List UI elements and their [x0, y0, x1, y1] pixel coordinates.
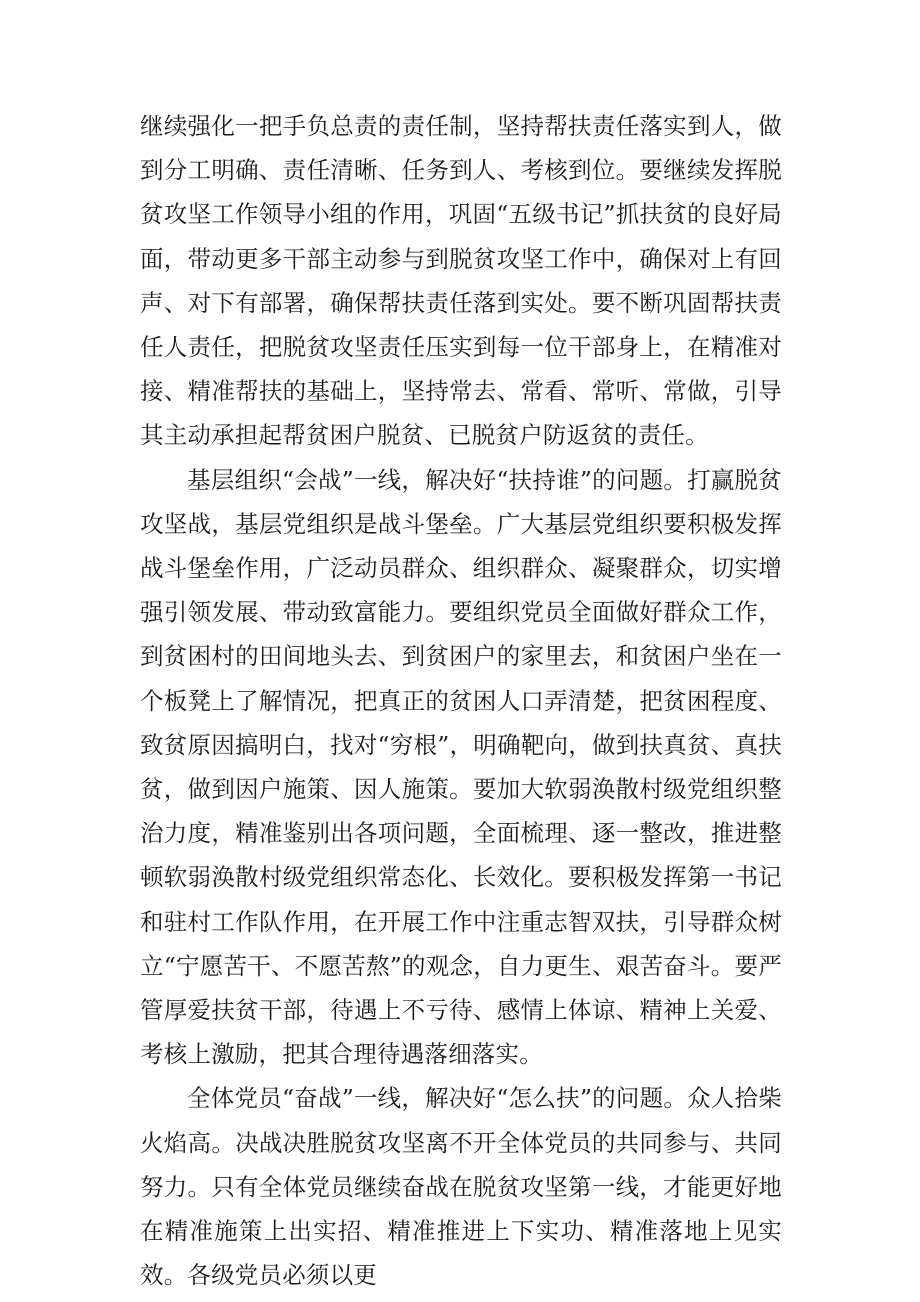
paragraph-responsibility: 继续强化一把手负总责的责任制，坚持帮扶责任落实到人，做到分工明确、责任清晰、任务到人、考核到位。要继续发挥脱贫攻坚工作领导小组的作用，巩固“五级书记”抓扶贫的良好局面，带动更多干部主动参与到脱贫攻坚工作中，确保对上有回声、对下有部署，确保帮扶责任落到实处。要不断巩固帮扶责任人责任，把脱贫攻坚责任压实到每一位干部身上，在精准对接、精准帮扶的基础上，坚持常去、常看、常听、常做，引导其主动承担起帮贫困户脱贫、已脱贫户防返贫的责任。 — [140, 112, 782, 450]
document-body — [140, 104, 782, 1297]
paragraph-grassroots-organization: 基层组织“会战”一线，解决好“扶持谁”的问题。打赢脱贫攻坚战，基层党组织是战斗堡垒。广大基层党组织要积极发挥战斗堡垒作用，广泛动员群众、组织群众、凝聚群众，切实增强引领发展、带动致富能力。要组织党员全面做好群众工作，到贫困村的田间地头去、到贫困户的家里去，和贫困户坐在一个板凳上了解情况，把真正的贫困人口弄清楚，把贫困程度、致贫原因搞明白，找对“穷根”，明确靶向，做到扶真贫、真扶贫，做到因户施策、因人施策。要加大软弱涣散村级党组织整治力度，精准鉴别出各项问题，全面梳理、逐一整改，推进整顿软弱涣散村级党组织常态化、长效化。要积极发挥第一书记和驻村工作队作用，在开展工作中注重志智双扶，引导群众树立“宁愿苦干、不愿苦熬”的观念，自力更生、艰苦奋斗。要严管厚爱扶贫干部，待遇上不亏待、感情上体谅、精神上关爱、考核上激励，把其合理待遇落细落实。 — [140, 465, 782, 1069]
paragraph-all-party-members: 全体党员“奋战”一线，解决好“怎么扶”的问题。众人拾柴火焰高。决战决胜脱贫攻坚离不开全体党员的共同参与、共同努力。只有全体党员继续奋战在脱贫攻坚第一线，才能更好地在精准施策上出实招、精准推进上下实功、精准落地上见实效。各级党员必须以更 — [140, 1084, 782, 1290]
